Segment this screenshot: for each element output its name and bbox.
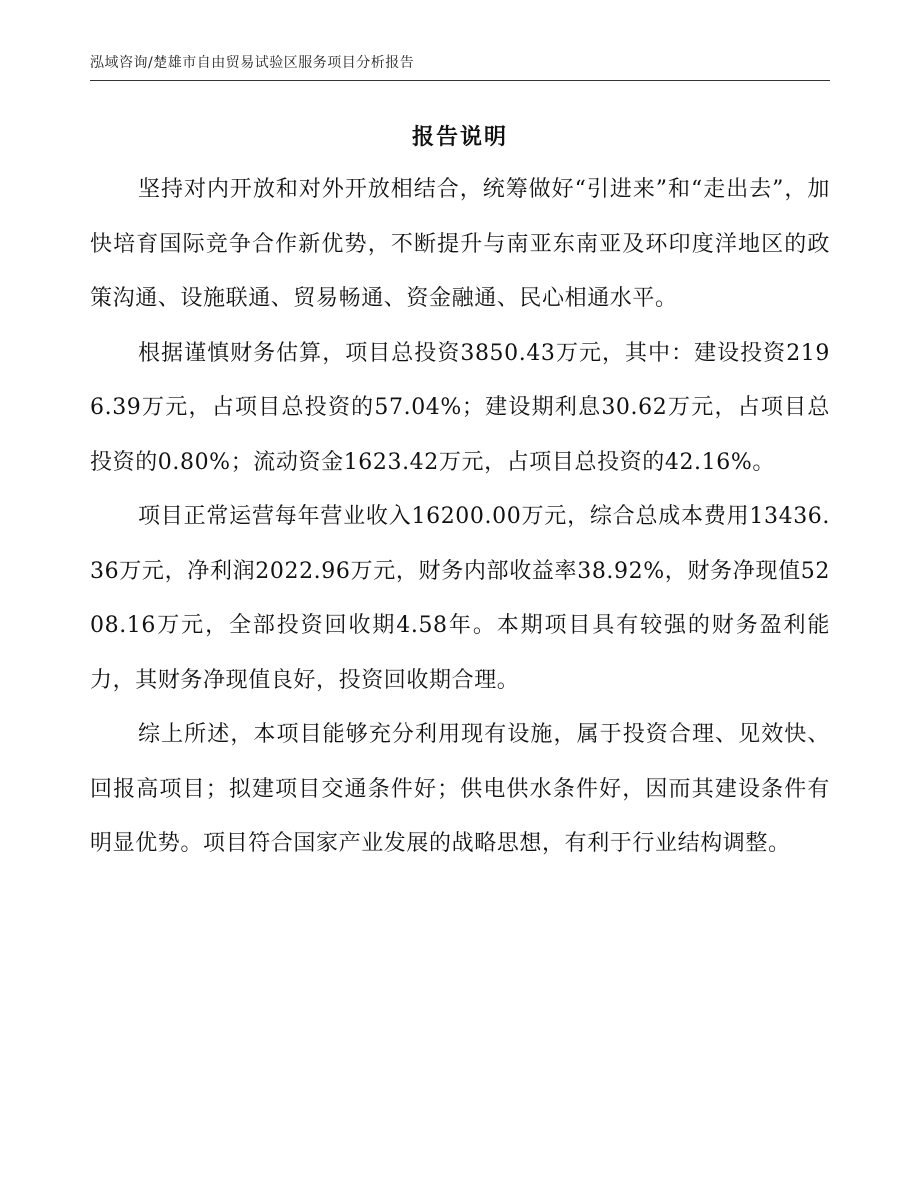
paragraph-conclusion: 综上所述，本项目能够充分利用现有设施，属于投资合理、见效快、回报高项目；拟建项目交通条件好；供电供水条件好，因而其建设条件有明显优势。项目符合国家产业发展的战略思想，有利于行业结构调整。 [90,722,830,856]
paragraph-operations: 项目正常运营每年营业收入16200.00万元，综合总成本费用13436.36万元，净利润2022.96万元，财务内部收益率38.92%，财务净现值5208.16万元，全部投资回收期4.58年。本期项目具有较强的财务盈利能力，其财务净现值良好，投资回收期合理。 [90,504,830,693]
header-text: 泓域咨询/楚雄市自由贸易试验区服务项目分析报告 [90,55,415,71]
paragraph-investment: 根据谨慎财务估算，项目总投资3850.43万元，其中：建设投资2196.39万元，占项目总投资的57.04%；建设期利息30.62万元，占项目总投资的0.80%；流动资金1623.42万元，占项目总投资的42.16%。 [90,340,830,475]
document-title: 报告说明 [411,125,508,150]
page-header [90,50,830,81]
document-body [90,163,830,872]
paragraph-opening-up: 坚持对内开放和对外开放相结合，统筹做好“引进来”和“走出去”，加快培育国际竞争合作新优势，不断提升与南亚东南亚及环印度洋地区的政策沟通、设施联通、贸易畅通、资金融通、民心相通水平。 [90,177,830,311]
